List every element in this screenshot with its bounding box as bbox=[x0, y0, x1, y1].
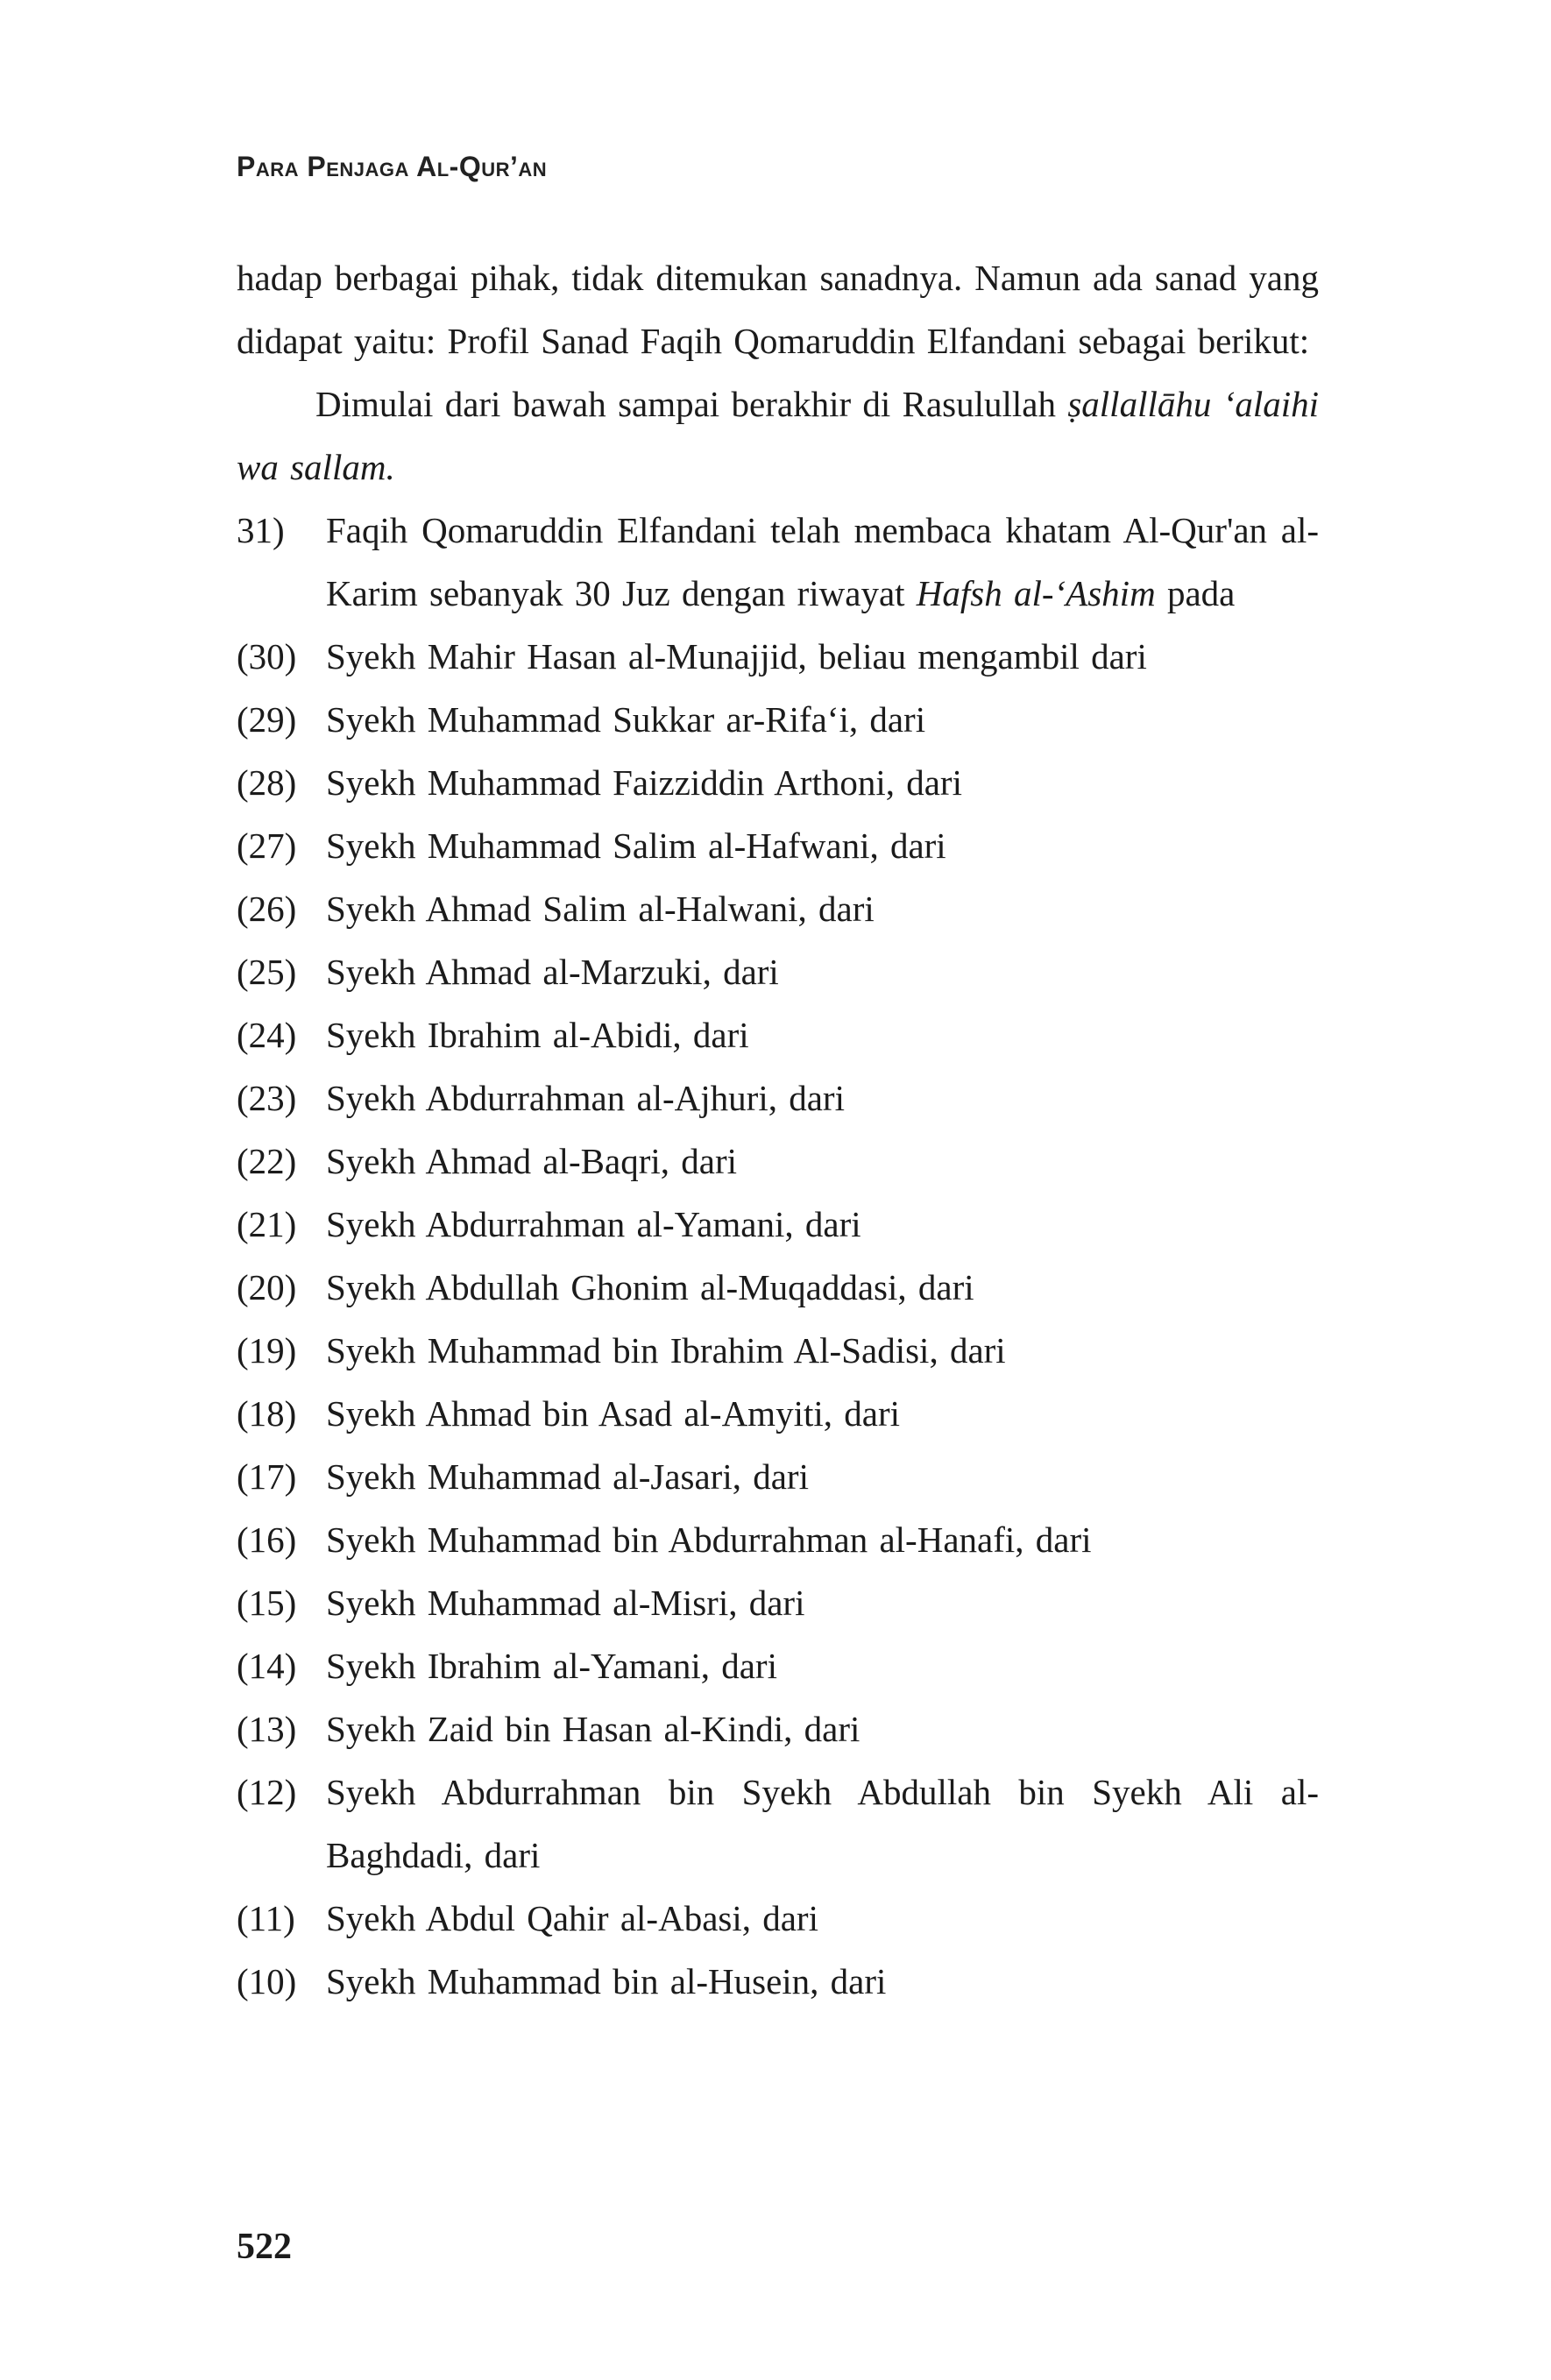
list-item bbox=[237, 940, 1319, 1003]
item-marker: (26) bbox=[237, 889, 297, 929]
item-text: Syekh Abdurrahman al-Ajhuri, dari bbox=[326, 1078, 845, 1118]
page-body bbox=[237, 246, 1319, 2013]
list-item bbox=[237, 1193, 1319, 1256]
item-marker: (12) bbox=[237, 1772, 297, 1812]
item-text: Syekh Zaid bin Hasan al-Kindi, dari bbox=[326, 1709, 860, 1749]
item-text: Syekh Mahir Hasan al-Munajjid, beliau mengambil dari bbox=[326, 636, 1147, 676]
item-text: Syekh Muhammad al-Jasari, dari bbox=[326, 1456, 809, 1497]
list-item bbox=[237, 1950, 1319, 2013]
item-marker: (14) bbox=[237, 1646, 297, 1686]
item-text: Syekh Muhammad Faizziddin Arthoni, dari bbox=[326, 762, 962, 803]
list-item bbox=[237, 1256, 1319, 1319]
sanad-list bbox=[237, 499, 1319, 2013]
item-marker: (19) bbox=[237, 1330, 297, 1371]
item-marker: (18) bbox=[237, 1393, 297, 1434]
item-marker: (20) bbox=[237, 1267, 297, 1307]
item-text: Syekh Abdurrahman al-Yamani, dari bbox=[326, 1204, 861, 1244]
item-marker: (30) bbox=[237, 636, 297, 676]
item-text: Syekh Muhammad Sukkar ar-Rifa‘i, dari bbox=[326, 699, 926, 740]
list-item bbox=[237, 1634, 1319, 1697]
list-item bbox=[237, 688, 1319, 751]
list-item bbox=[237, 877, 1319, 940]
item-text: Faqih Qomaruddin Elfandani telah membaca khatam Al-Qur'an al-Karim sebanyak 30 Juz dengan riwayat bbox=[326, 510, 1319, 613]
item-text-after: pada bbox=[1155, 573, 1236, 613]
item-marker: (15) bbox=[237, 1583, 297, 1623]
list-item bbox=[237, 499, 1319, 625]
item-text: Syekh Muhammad bin al-Husein, dari bbox=[326, 1961, 887, 2001]
item-marker: (27) bbox=[237, 825, 297, 866]
running-header: Para Penjaga Al-Qur’an bbox=[237, 151, 548, 182]
item-marker: (23) bbox=[237, 1078, 297, 1118]
item-text: Syekh Ahmad al-Baqri, dari bbox=[326, 1141, 738, 1181]
item-text: Syekh Ahmad al-Marzuki, dari bbox=[326, 952, 779, 992]
item-text: Syekh Muhammad bin Abdurrahman al-Hanafi, dari bbox=[326, 1519, 1092, 1560]
item-text: Syekh Abdullah Ghonim al-Muqaddasi, dari bbox=[326, 1267, 974, 1307]
list-item bbox=[237, 1887, 1319, 1950]
page-number: 522 bbox=[237, 2227, 292, 2267]
item-marker: 31) bbox=[237, 510, 285, 550]
item-text: Syekh Abdurrahman bin Syekh Abdullah bin Syekh Ali al-Baghdadi, dari bbox=[326, 1772, 1319, 1875]
item-marker: (25) bbox=[237, 952, 297, 992]
item-text: Syekh Abdul Qahir al-Abasi, dari bbox=[326, 1898, 818, 1938]
list-item bbox=[237, 1382, 1319, 1445]
item-marker: (16) bbox=[237, 1519, 297, 1560]
dimulai-italic-text: ṣallallāhu ‘alaihi wa sallam. bbox=[237, 384, 1319, 487]
item-marker: (10) bbox=[237, 1961, 297, 2001]
list-item bbox=[237, 1130, 1319, 1193]
list-item bbox=[237, 1571, 1319, 1634]
list-item bbox=[237, 751, 1319, 814]
item-italic-text: Hafsh al-‘Ashim bbox=[916, 573, 1156, 613]
item-marker: (17) bbox=[237, 1456, 297, 1497]
list-item bbox=[237, 1445, 1319, 1508]
item-text: Syekh Ahmad Salim al-Halwani, dari bbox=[326, 889, 875, 929]
item-marker: (29) bbox=[237, 699, 297, 740]
list-item bbox=[237, 1760, 1319, 1887]
item-text: Syekh Ibrahim al-Abidi, dari bbox=[326, 1015, 749, 1055]
item-marker: (22) bbox=[237, 1141, 297, 1181]
item-marker: (11) bbox=[237, 1898, 295, 1938]
dimulai-normal-text: Dimulai dari bawah sampai berakhir di Rasulullah bbox=[315, 384, 1068, 424]
list-item bbox=[237, 1508, 1319, 1571]
list-item bbox=[237, 1066, 1319, 1130]
list-item bbox=[237, 625, 1319, 688]
item-marker: (28) bbox=[237, 762, 297, 803]
paragraph-intro: hadap berbagai pihak, tidak ditemukan sanadnya. Namun ada sanad yang didapat yaitu: Profil Sanad Faqih Qomaruddin Elfandani sebagai berikut: bbox=[237, 258, 1319, 361]
item-text: Syekh Ahmad bin Asad al-Amyiti, dari bbox=[326, 1393, 900, 1434]
item-text: Syekh Ibrahim al-Yamani, dari bbox=[326, 1646, 777, 1686]
list-item bbox=[237, 1003, 1319, 1066]
list-item bbox=[237, 1319, 1319, 1382]
item-text: Syekh Muhammad al-Misri, dari bbox=[326, 1583, 805, 1623]
list-item bbox=[237, 814, 1319, 877]
item-marker: (21) bbox=[237, 1204, 297, 1244]
item-marker: (13) bbox=[237, 1709, 297, 1749]
item-text: Syekh Muhammad Salim al-Hafwani, dari bbox=[326, 825, 946, 866]
paragraph-dimulai bbox=[237, 372, 1319, 499]
item-text: Syekh Muhammad bin Ibrahim Al-Sadisi, dari bbox=[326, 1330, 1006, 1371]
item-marker: (24) bbox=[237, 1015, 297, 1055]
list-item bbox=[237, 1697, 1319, 1760]
